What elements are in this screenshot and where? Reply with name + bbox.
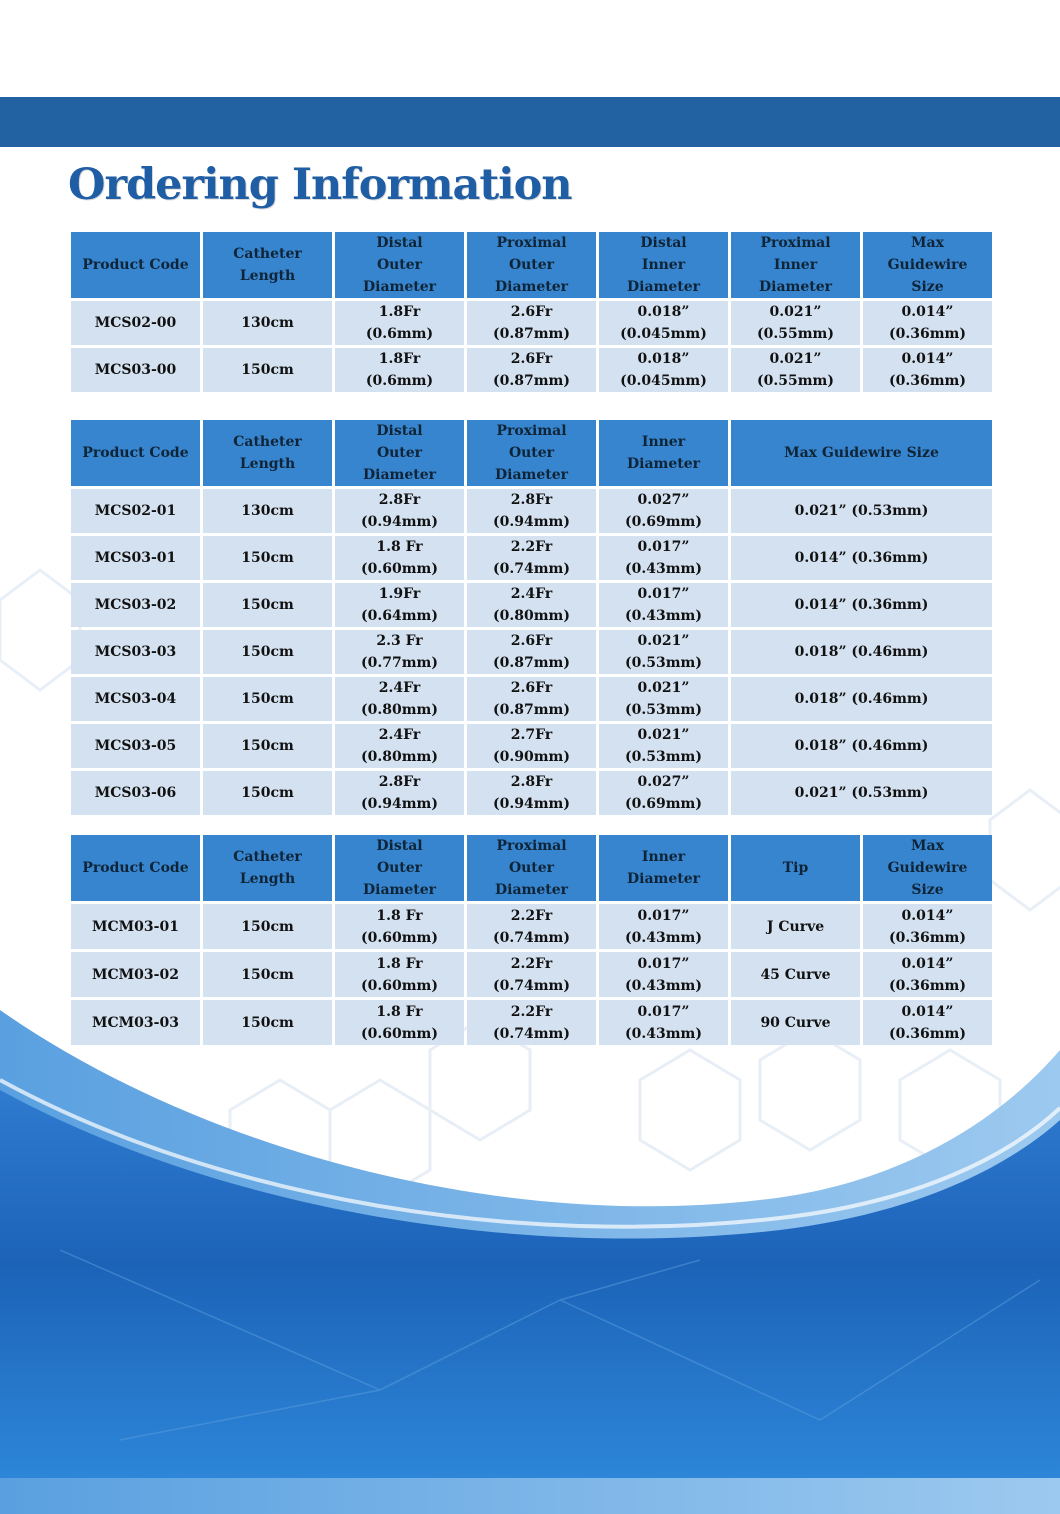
- catheter-length-cell: 150cm: [203, 904, 332, 949]
- max-guidewire-size-cell: 0.014” (0.36mm): [863, 952, 992, 997]
- product-code-cell: MCM03-03: [71, 1000, 200, 1045]
- max-guidewire-size-cell: 0.018” (0.46mm): [731, 630, 992, 674]
- header-max-guidewire-size: Max Guidewire Size: [863, 835, 992, 901]
- distal-outer-diameter-cell: 1.9Fr (0.64mm): [335, 583, 464, 627]
- proximal-inner-diameter-cell: 0.021” (0.55mm): [731, 348, 860, 392]
- header-max-guidewire-size: Max Guidewire Size: [731, 420, 992, 486]
- product-code-cell: MCS03-06: [71, 771, 200, 815]
- inner-diameter-cell: 0.017” (0.43mm): [599, 583, 728, 627]
- catheter-length-cell: 150cm: [203, 771, 332, 815]
- proximal-outer-diameter-cell: 2.6Fr (0.87mm): [467, 630, 596, 674]
- inner-diameter-cell: 0.021” (0.53mm): [599, 724, 728, 768]
- product-code-cell: MCS03-05: [71, 724, 200, 768]
- proximal-outer-diameter-cell: 2.6Fr (0.87mm): [467, 677, 596, 721]
- header-tip: Tip: [731, 835, 860, 901]
- table-row: [71, 771, 992, 815]
- catheter-length-cell: 150cm: [203, 348, 332, 392]
- distal-outer-diameter-cell: 1.8 Fr (0.60mm): [335, 536, 464, 580]
- distal-outer-diameter-cell: 2.3 Fr (0.77mm): [335, 630, 464, 674]
- distal-outer-diameter-cell: 1.8 Fr (0.60mm): [335, 904, 464, 949]
- inner-diameter-cell: 0.017” (0.43mm): [599, 904, 728, 949]
- header-distal-outer-diameter: Distal Outer Diameter: [335, 232, 464, 298]
- distal-outer-diameter-cell: 1.8 Fr (0.60mm): [335, 1000, 464, 1045]
- max-guidewire-size-cell: 0.014” (0.36mm): [863, 904, 992, 949]
- inner-diameter-cell: 0.027” (0.69mm): [599, 771, 728, 815]
- table-header-row: [71, 232, 992, 298]
- product-code-cell: MCM03-02: [71, 952, 200, 997]
- proximal-outer-diameter-cell: 2.6Fr (0.87mm): [467, 348, 596, 392]
- inner-diameter-cell: 0.021” (0.53mm): [599, 630, 728, 674]
- proximal-outer-diameter-cell: 2.8Fr (0.94mm): [467, 771, 596, 815]
- header-max-guidewire-size: Max Guidewire Size: [863, 232, 992, 298]
- header-band: [0, 97, 1060, 147]
- table-row: [71, 583, 992, 627]
- catheter-length-cell: 130cm: [203, 489, 332, 533]
- table-row: [71, 630, 992, 674]
- max-guidewire-size-cell: 0.018” (0.46mm): [731, 724, 992, 768]
- table-header-row: [71, 420, 992, 486]
- catheter-length-cell: 150cm: [203, 536, 332, 580]
- ordering-table-2: [68, 417, 995, 818]
- max-guidewire-size-cell: 0.014” (0.36mm): [863, 1000, 992, 1045]
- catheter-length-cell: 150cm: [203, 1000, 332, 1045]
- tip-cell: 90 Curve: [731, 1000, 860, 1045]
- table-row: [71, 1000, 992, 1045]
- max-guidewire-size-cell: 0.014” (0.36mm): [863, 301, 992, 345]
- proximal-outer-diameter-cell: 2.4Fr (0.80mm): [467, 583, 596, 627]
- product-code-cell: MCS03-04: [71, 677, 200, 721]
- max-guidewire-size-cell: 0.018” (0.46mm): [731, 677, 992, 721]
- table-row: [71, 724, 992, 768]
- max-guidewire-size-cell: 0.021” (0.53mm): [731, 489, 992, 533]
- catheter-length-cell: 150cm: [203, 724, 332, 768]
- distal-inner-diameter-cell: 0.018” (0.045mm): [599, 348, 728, 392]
- catheter-length-cell: 130cm: [203, 301, 332, 345]
- header-product-code: Product Code: [71, 835, 200, 901]
- max-guidewire-size-cell: 0.014” (0.36mm): [731, 583, 992, 627]
- header-catheter-length: Catheter Length: [203, 420, 332, 486]
- header-product-code: Product Code: [71, 232, 200, 298]
- inner-diameter-cell: 0.017” (0.43mm): [599, 1000, 728, 1045]
- product-code-cell: MCS03-01: [71, 536, 200, 580]
- header-proximal-outer-diameter: Proximal Outer Diameter: [467, 232, 596, 298]
- header-distal-inner-diameter: Distal Inner Diameter: [599, 232, 728, 298]
- header-proximal-inner-diameter: Proximal Inner Diameter: [731, 232, 860, 298]
- proximal-outer-diameter-cell: 2.8Fr (0.94mm): [467, 489, 596, 533]
- catheter-length-cell: 150cm: [203, 583, 332, 627]
- table-row: [71, 301, 992, 345]
- tip-cell: 45 Curve: [731, 952, 860, 997]
- proximal-outer-diameter-cell: 2.7Fr (0.90mm): [467, 724, 596, 768]
- proximal-outer-diameter-cell: 2.2Fr (0.74mm): [467, 1000, 596, 1045]
- catheter-length-cell: 150cm: [203, 630, 332, 674]
- max-guidewire-size-cell: 0.014” (0.36mm): [863, 348, 992, 392]
- proximal-outer-diameter-cell: 2.2Fr (0.74mm): [467, 952, 596, 997]
- distal-inner-diameter-cell: 0.018” (0.045mm): [599, 301, 728, 345]
- inner-diameter-cell: 0.017” (0.43mm): [599, 952, 728, 997]
- table-row: [71, 952, 992, 997]
- distal-outer-diameter-cell: 1.8Fr (0.6mm): [335, 348, 464, 392]
- distal-outer-diameter-cell: 1.8Fr (0.6mm): [335, 301, 464, 345]
- proximal-outer-diameter-cell: 2.6Fr (0.87mm): [467, 301, 596, 345]
- proximal-outer-diameter-cell: 2.2Fr (0.74mm): [467, 904, 596, 949]
- proximal-inner-diameter-cell: 0.021” (0.55mm): [731, 301, 860, 345]
- header-distal-outer-diameter: Distal Outer Diameter: [335, 835, 464, 901]
- catheter-length-cell: 150cm: [203, 952, 332, 997]
- header-distal-outer-diameter: Distal Outer Diameter: [335, 420, 464, 486]
- table-row: [71, 536, 992, 580]
- product-code-cell: MCS02-01: [71, 489, 200, 533]
- max-guidewire-size-cell: 0.014” (0.36mm): [731, 536, 992, 580]
- product-code-cell: MCM03-01: [71, 904, 200, 949]
- distal-outer-diameter-cell: 1.8 Fr (0.60mm): [335, 952, 464, 997]
- table-row: [71, 489, 992, 533]
- max-guidewire-size-cell: 0.021” (0.53mm): [731, 771, 992, 815]
- header-inner-diameter: Inner Diameter: [599, 420, 728, 486]
- product-code-cell: MCS03-03: [71, 630, 200, 674]
- table-row: [71, 348, 992, 392]
- distal-outer-diameter-cell: 2.8Fr (0.94mm): [335, 489, 464, 533]
- ordering-table-3: [68, 832, 995, 1048]
- table-row: [71, 677, 992, 721]
- product-code-cell: MCS03-02: [71, 583, 200, 627]
- inner-diameter-cell: 0.027” (0.69mm): [599, 489, 728, 533]
- ordering-table-1: [68, 229, 995, 395]
- product-code-cell: MCS02-00: [71, 301, 200, 345]
- page-title: Ordering Information: [68, 160, 572, 210]
- proximal-outer-diameter-cell: 2.2Fr (0.74mm): [467, 536, 596, 580]
- distal-outer-diameter-cell: 2.4Fr (0.80mm): [335, 677, 464, 721]
- header-proximal-outer-diameter: Proximal Outer Diameter: [467, 420, 596, 486]
- catheter-length-cell: 150cm: [203, 677, 332, 721]
- table-row: [71, 904, 992, 949]
- product-code-cell: MCS03-00: [71, 348, 200, 392]
- header-proximal-outer-diameter: Proximal Outer Diameter: [467, 835, 596, 901]
- tip-cell: J Curve: [731, 904, 860, 949]
- distal-outer-diameter-cell: 2.8Fr (0.94mm): [335, 771, 464, 815]
- inner-diameter-cell: 0.021” (0.53mm): [599, 677, 728, 721]
- header-product-code: Product Code: [71, 420, 200, 486]
- header-catheter-length: Catheter Length: [203, 232, 332, 298]
- table-header-row: [71, 835, 992, 901]
- header-inner-diameter: Inner Diameter: [599, 835, 728, 901]
- distal-outer-diameter-cell: 2.4Fr (0.80mm): [335, 724, 464, 768]
- header-catheter-length: Catheter Length: [203, 835, 332, 901]
- inner-diameter-cell: 0.017” (0.43mm): [599, 536, 728, 580]
